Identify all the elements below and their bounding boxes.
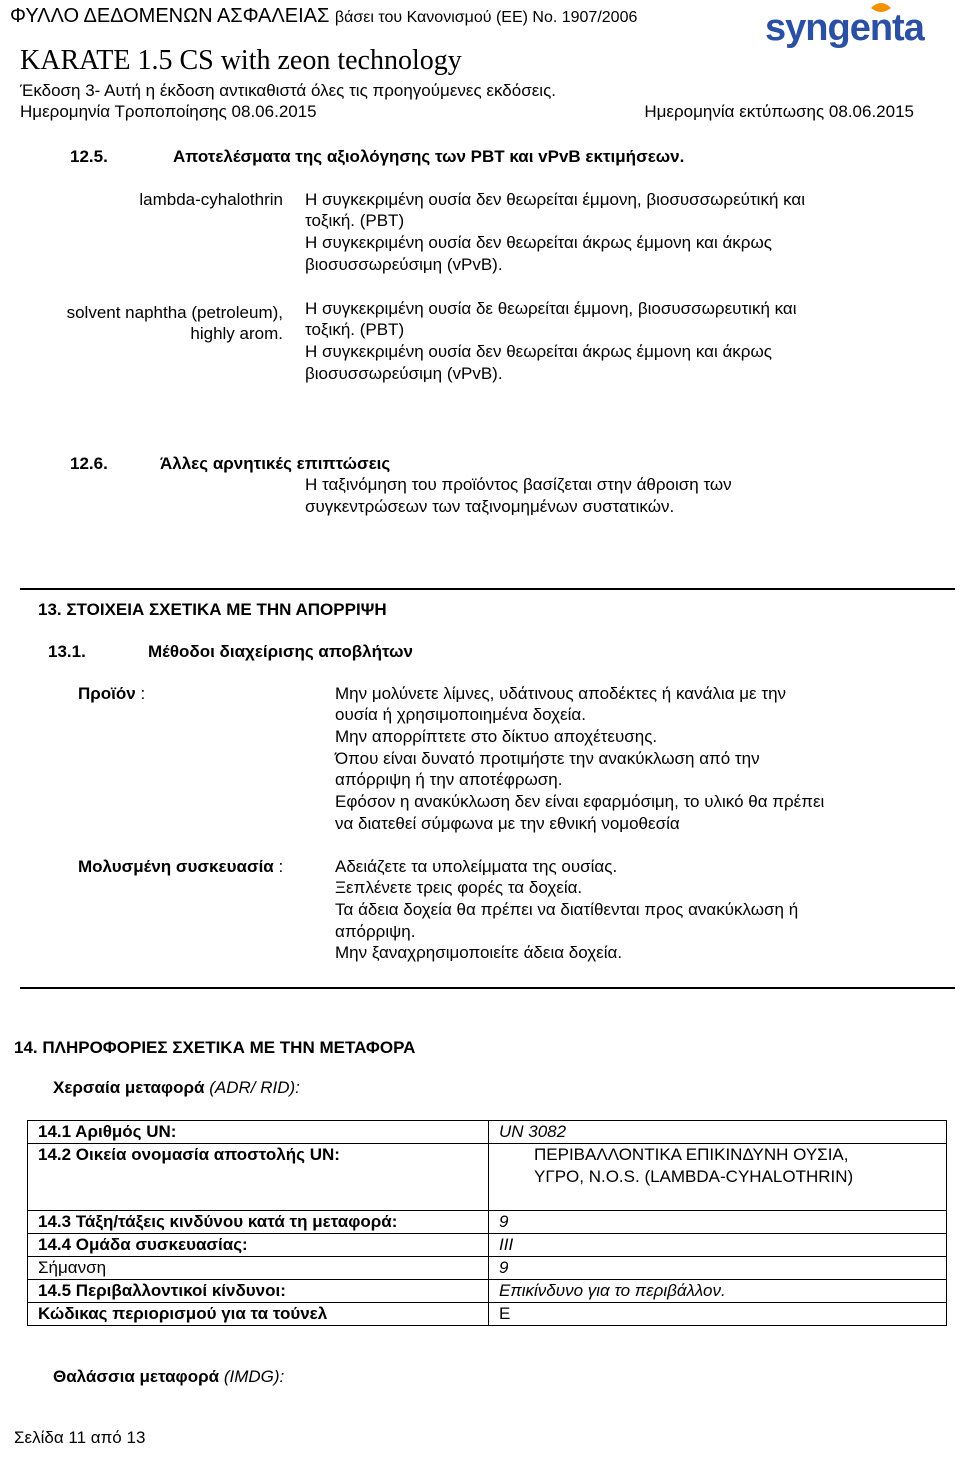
disposal-line: να διατεθεί σύμφωνα με την εθνική νομοθεσία [335, 814, 680, 833]
table-key: 14.2 Οικεία ονομασία αποστολής UN: [28, 1144, 489, 1211]
section-12-6-heading: Άλλες αρνητικές επιπτώσεις [160, 454, 391, 473]
section-14-heading: 14. ΠΛΗΡΟΦΟΡΙΕΣ ΣΧΕΤΙΚΑ ΜΕ ΤΗΝ ΜΕΤΑΦΟΡΑ [14, 1038, 416, 1057]
substance-name: highly arom. [190, 324, 283, 343]
substance-assessment-line: βιοσυσσωρεύσιμη (vPvB). [305, 364, 503, 383]
section-13-1-number: 13.1. [48, 642, 86, 661]
disposal-line: απόρριψη ή την αποτέφρωση. [335, 770, 563, 789]
disposal-line: Εφόσον η ανακύκλωση δεν είναι εφαρμόσιμη, το υλικό θα πρέπει [335, 792, 825, 811]
paragraph-line: Η ταξινόμηση του προϊόντος βασίζεται στην άθροιση των [305, 475, 732, 494]
table-row [28, 1121, 947, 1144]
substance-name: solvent naphtha (petroleum), [66, 303, 283, 322]
table-row [28, 1211, 947, 1234]
table-value: UN 3082 [489, 1121, 947, 1144]
disposal-line: Όπου είναι δυνατό προτιμήστε την ανακύκλωση από την [335, 749, 760, 768]
substance-assessment-line: Η συγκεκριμένη ουσία δεν θεωρείται άκρως έμμονη και άκρως [305, 342, 772, 361]
revision-date: Ημερομηνία Τροποποίησης 08.06.2015 [20, 102, 317, 121]
paragraph-line: συγκεντρώσεων των ταξινομημένων συστατικών. [305, 497, 675, 516]
regulation-reference: βάσει του Κανονισμού (ΕΕ) No. 1907/2006 [334, 9, 638, 26]
table-value: E [489, 1303, 947, 1326]
disposal-line: Μην μολύνετε λίμνες, υδάτινους αποδέκτες ή κανάλια με την [335, 684, 787, 703]
substance-assessment-line: Η συγκεκριμένη ουσία δε θεωρείται έμμονη, βιοσυσσωρευτική και [305, 299, 797, 318]
table-key: Σήμανση [28, 1257, 489, 1280]
table-row [28, 1280, 947, 1303]
packaging-line: Τα άδεια δοχεία θα πρέπει να διατίθενται προς ανακύκλωση ή [335, 900, 799, 919]
table-key: 14.4 Ομάδα συσκευασίας: [28, 1234, 489, 1257]
section-13-heading: 13. ΣΤΟΙΧΕΙΑ ΣΧΕΤΙΚΑ ΜΕ ΤΗΝ ΑΠΟΡΡΙΨΗ [38, 600, 387, 619]
table-key: 14.1 Αριθμός UN: [28, 1121, 489, 1144]
substance-assessment-line: βιοσυσσωρεύσιμη (vPvB). [305, 255, 503, 274]
substance-assessment-line: τοξική. (PBT) [305, 211, 405, 230]
section-divider [20, 987, 955, 989]
transport-table [27, 1120, 947, 1326]
table-key: 14.3 Τάξη/τάξεις κινδύνου κατά τη μεταφορά: [28, 1211, 489, 1234]
packaging-label: Μολυσμένη συσκευασία : [78, 857, 284, 876]
land-transport-label: Χερσαία μεταφορά (ADR/ RID): [53, 1078, 300, 1097]
document-title [10, 4, 637, 30]
packaging-line: Ξεπλένετε τρεις φορές τα δοχεία. [335, 878, 583, 897]
print-date: Ημερομηνία εκτύπωσης 08.06.2015 [644, 102, 914, 121]
section-12-5-number: 12.5. [70, 147, 108, 166]
packaging-line: απόρριψη. [335, 922, 416, 941]
sea-transport-label: Θαλάσσια μεταφορά (IMDG): [53, 1367, 285, 1386]
disposal-line: Μην απορρίπτετε στο δίκτυο αποχέτευσης. [335, 727, 658, 746]
product-label: Προϊόν : [78, 684, 146, 703]
packaging-line: Μην ξαναχρησιμοποιείτε άδεια δοχεία. [335, 943, 623, 962]
table-value: III [489, 1234, 947, 1257]
disposal-line: ουσία ή χρησιμοποιημένα δοχεία. [335, 705, 586, 724]
packaging-line: Αδειάζετε τα υπολείμματα της ουσίας. [335, 857, 618, 876]
syngenta-logo [763, 2, 925, 48]
product-name: KARATE 1.5 CS with zeon technology [20, 45, 462, 76]
table-row [28, 1234, 947, 1257]
table-key: 14.5 Περιβαλλοντικοί κίνδυνοι: [28, 1280, 489, 1303]
table-value: ΠΕΡΙΒΑΛΛΟΝΤΙΚΑ ΕΠΙΚΙΝΔΥΝΗ ΟΥΣΙΑ, ΥΓΡΟ, N.O.S. (LAMBDA-CYHALOTHRIN) [489, 1144, 947, 1211]
page-number: Σελίδα 11 από 13 [14, 1428, 146, 1447]
table-row [28, 1257, 947, 1280]
substance-assessment-line: Η συγκεκριμένη ουσία δεν θεωρείται έμμονη, βιοσυσσωρεύτική και [305, 190, 806, 209]
edition-note: Έκδοση 3- Αυτή η έκδοση αντικαθιστά όλες τις προηγούμενες εκδόσεις. [20, 81, 556, 100]
substance-assessment-line: τοξική. (PBT) [305, 320, 405, 339]
section-12-6-number: 12.6. [70, 454, 108, 473]
table-value: 9 [489, 1211, 947, 1234]
table-value: Επικίνδυνο για το περιβάλλον. [489, 1280, 947, 1303]
section-divider [20, 588, 955, 590]
table-value: 9 [489, 1257, 947, 1280]
logo-text: syngenta [765, 7, 924, 48]
substance-name: lambda-cyhalothrin [139, 190, 283, 209]
document-type: ΦΥΛΛΟ ΔΕΔΟΜΕΝΩΝ ΑΣΦΑΛΕΙΑΣ [10, 5, 330, 27]
table-row [28, 1144, 947, 1211]
table-row [28, 1303, 947, 1326]
section-13-1-heading: Μέθοδοι διαχείρισης αποβλήτων [148, 642, 413, 661]
substance-assessment-line: Η συγκεκριμένη ουσία δεν θεωρείται άκρως έμμονη και άκρως [305, 233, 772, 252]
table-key: Κώδικας περιορισμού για τα τούνελ [28, 1303, 489, 1326]
section-12-5-heading: Αποτελέσματα της αξιολόγησης των PBT και vPvB εκτιμήσεων. [173, 147, 685, 166]
